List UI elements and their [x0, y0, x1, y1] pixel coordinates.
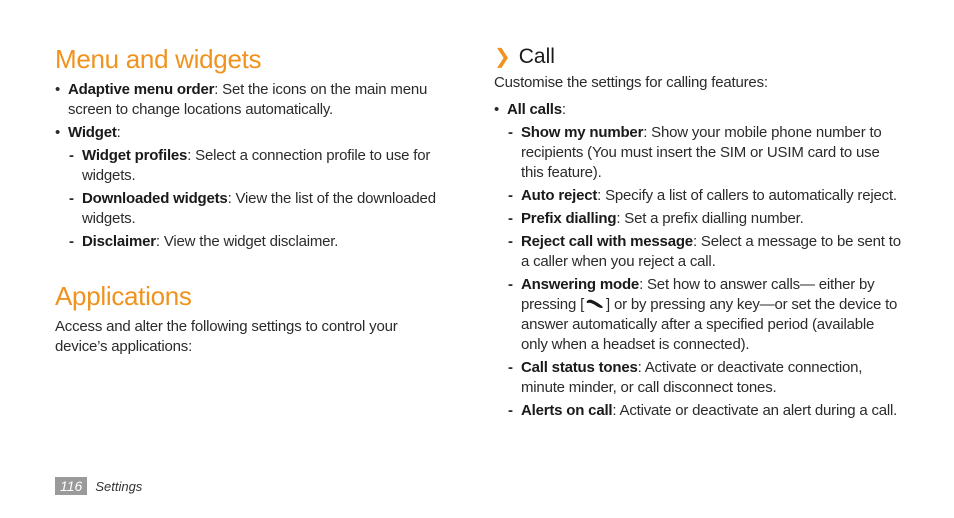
sub-item-downloaded-widgets	[55, 189, 460, 229]
term: Widget profiles	[82, 147, 188, 164]
description: : View the widget disclaimer.	[155, 233, 339, 250]
section-heading-menu-widgets: Menu and widgets	[55, 44, 262, 74]
sub-item-prefix-dialling	[494, 209, 904, 229]
list-item-all-calls	[494, 100, 904, 120]
description: : Select a message to be sent to a caller when you reject a call.	[521, 233, 901, 270]
chevron-right-icon: ❯	[494, 46, 511, 68]
description-after: ] or by pressing any key—or set the device to answer automatically after a specified period (available only when a headset is connected).	[521, 296, 898, 354]
description: : Set a prefix dialling number.	[616, 210, 804, 227]
description: : Select a connection profile to use for widgets.	[82, 147, 431, 184]
term: All calls	[507, 101, 562, 118]
list-item-widget	[55, 123, 460, 143]
term: Widget	[68, 124, 117, 141]
term: Adaptive menu order	[68, 81, 215, 98]
term: Reject call with message	[521, 233, 693, 250]
call-intro: Customise the settings for calling features:	[494, 74, 768, 91]
sub-item-call-status-tones	[494, 358, 904, 398]
description-before: : Set how to answer calls— either by pressing [	[521, 276, 875, 313]
applications-intro: Access and alter the following settings to control your device’s applications:	[55, 318, 398, 355]
term: Call status tones	[521, 359, 638, 377]
page-number: 116	[55, 477, 87, 495]
sub-item-alerts-on-call	[494, 401, 904, 421]
term: Disclaimer	[82, 233, 156, 250]
section-heading-applications: Applications	[55, 281, 192, 311]
section-name: Settings	[95, 478, 143, 494]
description: : Activate or deactivate an alert during a call.	[612, 402, 898, 420]
term: Alerts on call	[521, 402, 613, 420]
description: :	[561, 101, 566, 118]
subsection-heading-call	[494, 44, 555, 70]
description: : Specify a list of callers to automatically reject.	[597, 187, 897, 204]
call-settings-list	[494, 100, 904, 421]
description: : Activate or deactivate connection, minute minder, or call disconnect tones.	[521, 359, 863, 397]
sub-item-answering-mode	[494, 275, 904, 355]
description: : View the list of the downloaded widgets.	[82, 190, 436, 227]
sub-item-reject-call-message	[494, 232, 904, 272]
sub-item-disclaimer	[55, 232, 460, 252]
term: Downloaded widgets	[82, 190, 228, 207]
list-item-adaptive-menu	[55, 80, 460, 120]
menu-widgets-list	[55, 80, 460, 252]
sub-item-widget-profiles	[55, 146, 460, 186]
term: Prefix dialling	[521, 210, 617, 227]
sub-item-auto-reject	[494, 186, 904, 206]
page-footer	[55, 477, 142, 495]
description: : Set the icons on the main menu screen to change locations automatically.	[68, 81, 428, 118]
description: :	[116, 124, 121, 141]
term: Auto reject	[521, 187, 598, 204]
call-heading-text: Call	[518, 45, 555, 68]
term: Answering mode	[521, 276, 640, 293]
description: : Show your mobile phone number to recipients (You must insert the SIM or USIM card to use this feature).	[521, 124, 882, 181]
sub-item-show-my-number	[494, 123, 904, 183]
end-call-key-icon	[585, 295, 605, 315]
term: Show my number	[521, 124, 644, 141]
